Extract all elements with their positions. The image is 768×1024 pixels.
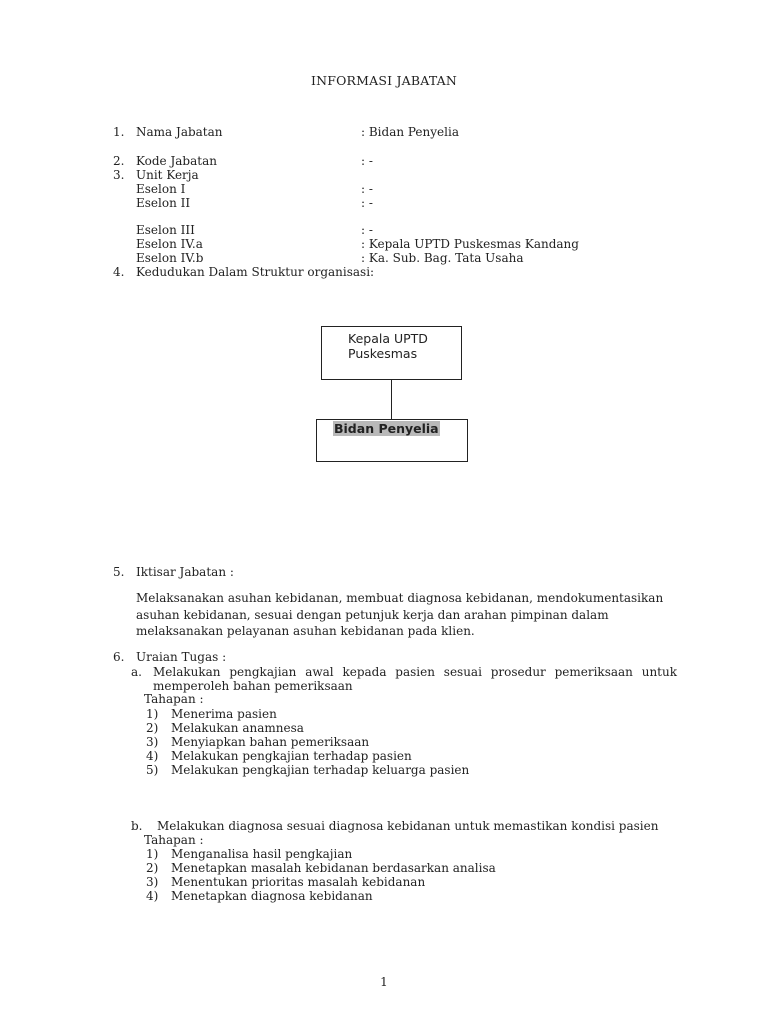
task-b-text: Melakukan diagnosa sesuai diagnosa kebidanan untuk memastikan kondisi pasien [157,819,659,833]
org-box-line: Kepala UPTD [348,331,428,346]
eselon-value: : - [361,196,373,210]
eselon-value: : Ka. Sub. Bag. Tata Usaha [361,251,524,265]
eselon-label: Eselon IV.b [136,251,204,265]
field-label-kode-jabatan: Kode Jabatan [136,154,217,168]
org-connector-line [391,379,392,419]
tahapan-label: Tahapan : [144,692,204,706]
step-text: Menetapkan diagnosa kebidanan [171,889,373,903]
step-text: Menentukan prioritas masalah kebidanan [171,875,426,889]
task-letter: a. [131,665,142,679]
field-label-kedudukan: Kedudukan Dalam Struktur organisasi: [136,265,375,279]
item-number: 4. [113,265,125,279]
item-number: 6. [113,650,125,664]
step-number: 5) [146,763,159,777]
org-box-kepala-uptd [321,326,462,380]
item-number: 5. [113,565,125,579]
eselon-value: : - [361,223,373,237]
task-a-text: Melakukan pengkajian awal kepada pasien sesuai prosedur pemeriksaan untuk memperoleh bahan pemeriksaan [153,665,677,693]
org-box-text [348,331,428,361]
org-box-highlighted-text: Bidan Penyelia [334,421,439,436]
step-number: 1) [146,847,159,861]
eselon-value: : - [361,182,373,196]
step-text: Melakukan anamnesa [171,721,304,735]
step-number: 2) [146,721,159,735]
eselon-label: Eselon II [136,196,191,210]
field-label-nama-jabatan: Nama Jabatan [136,125,223,139]
iktisar-line: melaksanakan pelayanan asuhan kebidanan pada klien. [136,624,475,638]
step-text: Melakukan pengkajian terhadap keluarga pasien [171,763,470,777]
step-number: 3) [146,875,159,889]
iktisar-line: asuhan kebidanan, sesuai dengan petunjuk kerja dan arahan pimpinan dalam [136,608,609,622]
step-text: Menganalisa hasil pengkajian [171,847,353,861]
eselon-label: Eselon I [136,182,186,196]
item-number: 3. [113,168,125,182]
step-number: 2) [146,861,159,875]
section-label-iktisar: Iktisar Jabatan : [136,565,234,579]
step-text: Menyiapkan bahan pemeriksaan [171,735,370,749]
section-label-uraian: Uraian Tugas : [136,650,227,664]
step-text: Menetapkan masalah kebidanan berdasarkan analisa [171,861,496,875]
page-number: 1 [380,975,388,989]
iktisar-line: Melaksanakan asuhan kebidanan, membuat diagnosa kebidanan, mendokumentasikan [136,591,664,605]
field-value-nama-jabatan: : Bidan Penyelia [361,125,459,139]
step-text: Melakukan pengkajian terhadap pasien [171,749,412,763]
field-value-kode-jabatan: : - [361,154,373,168]
item-number: 2. [113,154,125,168]
tahapan-label: Tahapan : [144,833,204,847]
step-number: 4) [146,889,159,903]
step-number: 1) [146,707,159,721]
eselon-label: Eselon IV.a [136,237,203,251]
org-box-bidan-penyelia [316,419,468,462]
step-text: Menerima pasien [171,707,277,721]
step-number: 3) [146,735,159,749]
eselon-value: : Kepala UPTD Puskesmas Kandang [361,237,579,251]
document-title: INFORMASI JABATAN [310,73,458,88]
item-number: 1. [113,125,125,139]
step-number: 4) [146,749,159,763]
field-label-unit-kerja: Unit Kerja [136,168,199,182]
org-box-line: Puskesmas [348,346,418,361]
task-letter: b. [131,819,143,833]
eselon-label: Eselon III [136,223,195,237]
